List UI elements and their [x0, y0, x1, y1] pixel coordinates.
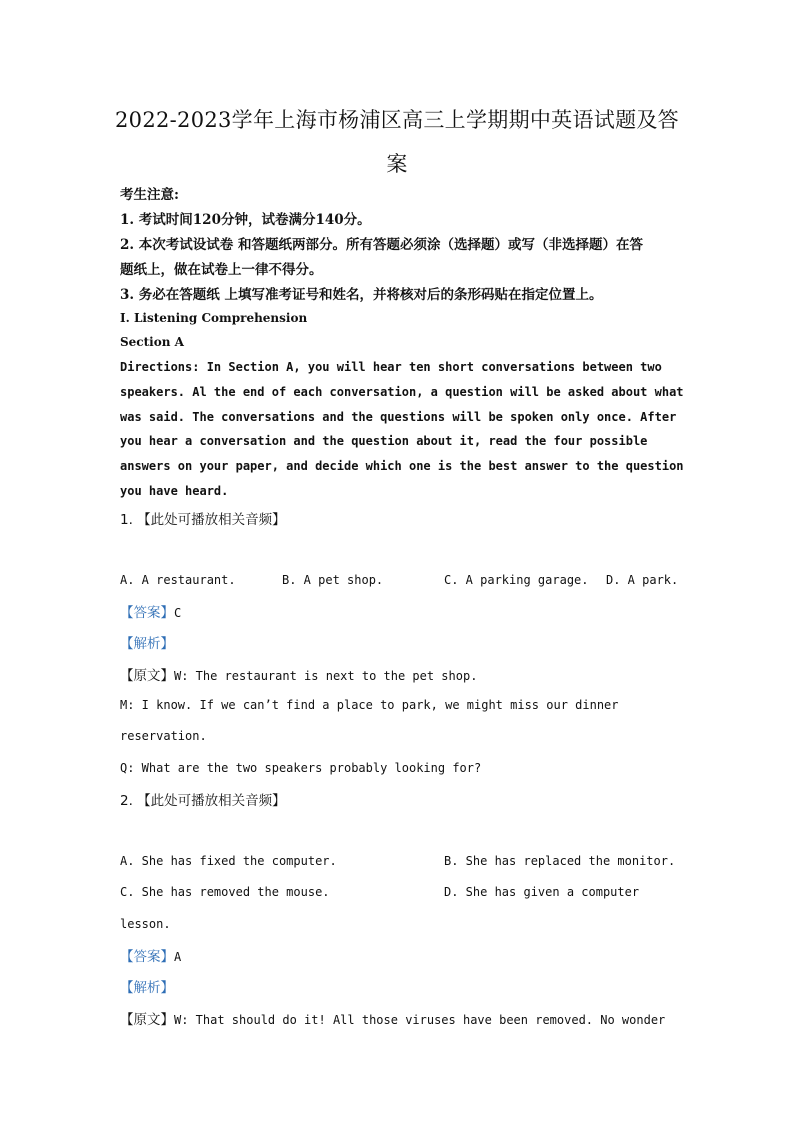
question-1-answer [120, 601, 181, 621]
directions-line: Directions: In Section A, you will hear ten short conversations between two [120, 360, 662, 374]
answer-value: C [174, 606, 182, 620]
question-2-option-d: D. She has given a computer [444, 885, 640, 899]
script-line: reservation. [120, 729, 207, 743]
directions-line: was said. The conversations and the questions will be spoken only once. After [120, 410, 677, 424]
document-title-continued: 案 [386, 152, 408, 176]
script-line: M: I know. If we can’t find a place to park, we might miss our dinner [120, 698, 619, 712]
notice-item: 2. 本次考试设试卷 和答题纸两部分。所有答题必须涂（选择题）或写（非选择题）在答 [120, 237, 643, 253]
notice-item: 1. 考试时间120分钟，试卷满分140分。 [120, 212, 371, 228]
question-2-option-c: C. She has removed the mouse. [120, 885, 330, 899]
question-1-script [120, 664, 477, 684]
question-1-option-d: D. A park. [606, 573, 679, 587]
directions-line: speakers. Al the end of each conversation, a question will be asked about what [120, 385, 684, 399]
notice-heading: 考生注意: [120, 187, 179, 203]
question-1-option-c: C. A parking garage. [444, 573, 589, 587]
question-1-label[interactable]: 1. 【此处可播放相关音频】 [120, 512, 286, 528]
question-2-analysis-tag: 【解析】 [120, 980, 174, 996]
question-2-script [120, 1008, 665, 1028]
question-2-option-d-continued: lesson. [120, 917, 171, 931]
directions-line: answers on your paper, and decide which one is the best answer to the question [120, 459, 684, 473]
script-line: W: That should do it! All those viruses have been removed. No wonder [174, 1013, 666, 1027]
question-2-option-a: A. She has fixed the computer. [120, 854, 337, 868]
question-2-answer [120, 945, 181, 965]
question-1-option-b: B. A pet shop. [282, 573, 384, 587]
section-title: Section A [120, 335, 184, 349]
script-tag: 【原文】 [120, 668, 174, 684]
script-line: W: The restaurant is next to the pet shop. [174, 669, 478, 683]
notice-item: 题纸上，做在试卷上一律不得分。 [120, 262, 323, 278]
answer-tag: 【答案】 [120, 605, 174, 621]
document-title: 2022-2023学年上海市杨浦区高三上学期期中英语试题及答 [115, 108, 679, 132]
answer-tag: 【答案】 [120, 949, 174, 965]
script-tag: 【原文】 [120, 1012, 174, 1028]
question-2-label[interactable]: 2. 【此处可播放相关音频】 [120, 793, 286, 809]
notice-item: 3. 务必在答题纸 上填写准考证号和姓名，并将核对后的条形码贴在指定位置上。 [120, 287, 603, 303]
question-1-analysis-tag: 【解析】 [120, 636, 174, 652]
directions-line: you have heard. [120, 484, 229, 498]
script-line: Q: What are the two speakers probably looking for? [120, 761, 482, 775]
question-1-option-a: A. A restaurant. [120, 573, 236, 587]
question-2-option-b: B. She has replaced the monitor. [444, 854, 676, 868]
answer-value: A [174, 950, 182, 964]
part-title: Ⅰ. Listening Comprehension [120, 311, 308, 325]
directions-line: you hear a conversation and the question about it, read the four possible [120, 434, 648, 448]
